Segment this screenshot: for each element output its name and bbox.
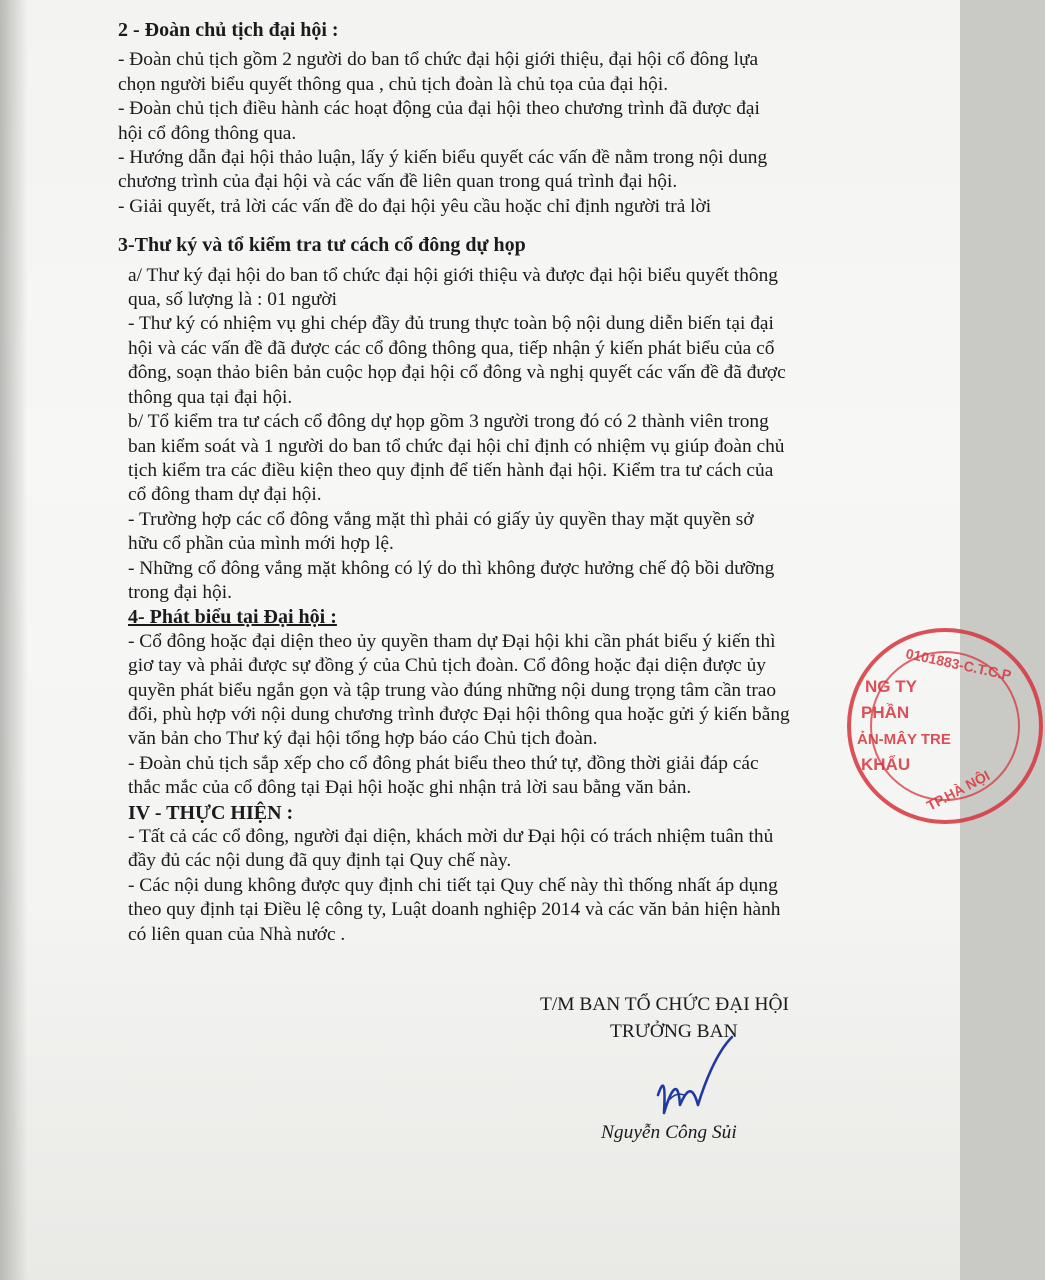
text-line: giơ tay và phải được sự đồng ý của Chủ tịch đoàn. Cổ đông hoặc đại diện được ủy — [128, 655, 766, 677]
page-shadow — [0, 0, 28, 1280]
text-line: trong đại hội. — [128, 581, 232, 603]
text-line: hội cổ đông thông qua. — [118, 122, 297, 144]
text-line: đông, soạn thảo biên bản cuộc họp đại hội cổ đông và nghị quyết các vấn đề đã được — [128, 362, 786, 384]
text-line: chương trình của đại hội và các vấn đề liên quan trong quá trình đại hội. — [118, 171, 678, 193]
text-line: hữu cổ phần của mình mới hợp lệ. — [128, 533, 394, 555]
section-3-heading: 3-Thư ký và tổ kiểm tra tư cách cổ đông dự họp — [118, 234, 526, 257]
text-line: thắc mắc của cổ đông tại Đại hội hoặc ghi nhận trả lời sau bằng văn bản. — [128, 777, 692, 799]
text-line: - Hướng dẫn đại hội thảo luận, lấy ý kiến biểu quyết các vấn đề nằm trong nội dung — [118, 147, 768, 169]
section-4-body — [118, 630, 868, 801]
section-iv-heading: IV - THỰC HIỆN : — [128, 801, 294, 824]
text-line: - Thư ký có nhiệm vụ ghi chép đầy đủ trung thực toàn bộ nội dung diễn biến tại đại — [128, 313, 774, 335]
document-body — [118, 18, 868, 947]
text-line: - Cổ đông hoặc đại diện theo ủy quyền tham dự Đại hội khi cần phát biểu ý kiến thì — [128, 630, 776, 652]
signature-title: T/M BAN TỔ CHỨC ĐẠI HỘI — [540, 994, 789, 1015]
handwritten-signature — [640, 1035, 750, 1130]
text-line: - Đoàn chủ tịch sắp xếp cho cổ đông phát biểu theo thứ tự, đồng thời giải đáp các — [128, 752, 759, 774]
text-line: có liên quan của Nhà nước . — [128, 923, 346, 945]
section-4-heading: 4- Phát biểu tại Đại hội : — [128, 606, 337, 629]
text-line: - Tất cả các cổ đông, người đại diện, khách mời dư Đại hội có trách nhiệm tuân thủ — [128, 826, 774, 847]
svg-text:NG TY: NG TY — [865, 677, 917, 696]
text-line: ban kiểm soát và 1 người do ban tổ chức đại hội chỉ định có nhiệm vụ giúp đoàn chủ — [128, 435, 785, 457]
text-line: đầy đủ các nội dung đã quy định tại Quy chế này. — [128, 850, 512, 872]
text-line: - Các nội dung không được quy định chi tiết tại Quy chế này thì thống nhất áp dụng — [128, 874, 778, 896]
svg-text:TP.HÀ NỘI: TP.HÀ NỘI — [923, 767, 993, 814]
section-2-heading: 2 - Đoàn chủ tịch đại hội : — [118, 19, 339, 41]
text-line: theo quy định tại Điều lệ công ty, Luật doanh nghiệp 2014 và các văn bản hiện hành — [128, 899, 781, 921]
company-seal-stamp — [845, 626, 1045, 826]
section-2-body — [118, 48, 868, 219]
text-line: qua, số lượng là : 01 người — [128, 289, 338, 311]
text-line: hội và các vấn đề đã được các cổ đông thông qua, tiếp nhận ý kiến phát biểu của cổ — [128, 337, 775, 359]
signer-name: Nguyễn Công Sủi — [601, 1122, 737, 1143]
text-line: b/ Tổ kiểm tra tư cách cổ đông dự họp gồm 3 người trong đó có 2 thành viên trong — [128, 411, 769, 433]
text-line: - Những cổ đông vắng mặt không có lý do thì không được hưởng chế độ bồi dưỡng — [128, 557, 775, 579]
svg-text:0101883-C.T.C.P: 0101883-C.T.C.P — [904, 645, 1013, 684]
text-line: đổi, phù hợp với nội dung chương trình được Đại hội thông qua hoặc gửi ý kiến bằng — [128, 703, 790, 725]
text-line: tịch kiểm tra các điều kiện theo quy định để tiến hành đại hội. Kiểm tra tư cách của — [128, 459, 774, 481]
text-line: - Đoàn chủ tịch gồm 2 người do ban tổ chức đại hội giới thiệu, đại hội cổ đông lựa — [118, 49, 759, 71]
text-line: a/ Thư ký đại hội do ban tổ chức đại hội giới thiệu và được đại hội biểu quyết thông — [128, 264, 778, 286]
text-line: văn bản cho Thư ký đại hội tổng hợp báo cáo Chủ tịch đoàn. — [128, 728, 598, 750]
text-line: chọn người biểu quyết thông qua , chủ tịch đoàn là chủ tọa của đại hội. — [118, 73, 669, 95]
text-line: - Giải quyết, trả lời các vấn đề do đại hội yêu cầu hoặc chỉ định người trả lời — [118, 195, 712, 217]
section-3-body — [118, 264, 868, 606]
svg-text:ẢN-MÂY TRE: ẢN-MÂY TRE — [857, 731, 951, 748]
svg-text:PHẦN: PHẦN — [861, 703, 910, 722]
signature-role: TRƯỞNG BAN — [610, 1021, 738, 1042]
text-line: cổ đông tham dự đại hội. — [128, 484, 322, 506]
section-iv-body — [118, 825, 868, 947]
text-line: quyền phát biểu ngắn gọn và tập trung vào đúng những nội dung trọng tâm cần trao — [128, 679, 777, 701]
text-line: - Trường hợp các cổ đông vắng mặt thì phải có giấy ủy quyền thay mặt quyền sở — [128, 508, 754, 530]
svg-text:KHẨU: KHẨU — [861, 755, 911, 774]
text-line: - Đoàn chủ tịch điều hành các hoạt động của đại hội theo chương trình đã được đại — [118, 98, 760, 120]
text-line: thông qua tại đại hội. — [128, 386, 293, 408]
